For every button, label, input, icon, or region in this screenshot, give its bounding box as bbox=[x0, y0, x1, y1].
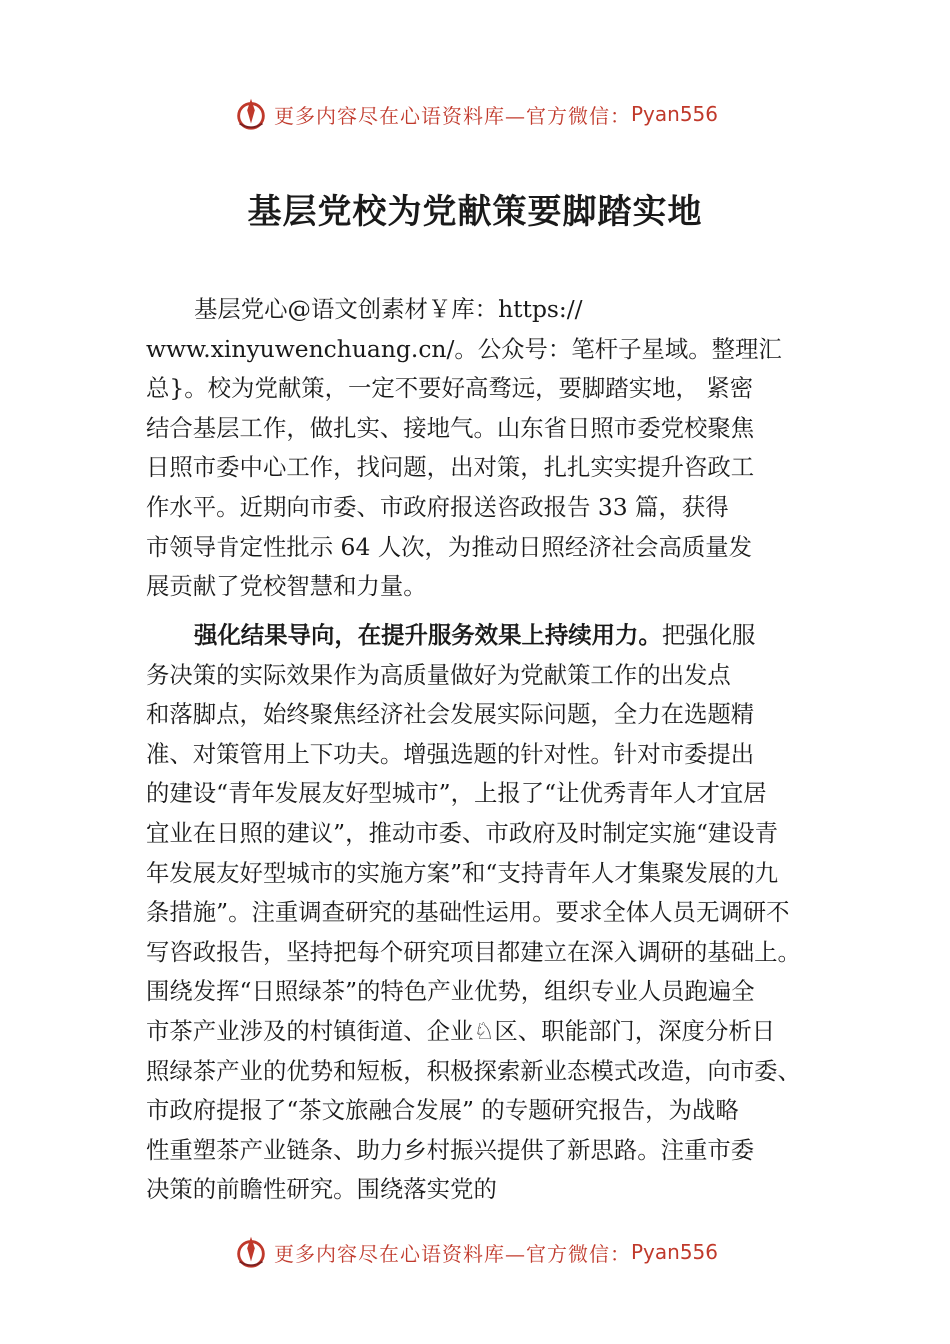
paragraph-line: 日照市委中心工作，找问题，出对策，扎扎实实提升咨政工 bbox=[146, 453, 755, 482]
paragraph-line: 的建设“青年发展友好型城市”，上报了“让优秀青年人才宜居 bbox=[146, 779, 767, 808]
paragraph-line: 总}。校为党献策，一定不要好高骛远，要脚踏实地， 紧密 bbox=[146, 374, 754, 403]
brush-logo-icon bbox=[232, 95, 270, 133]
footer-banner-text: 更多内容尽在心语资料库—官方微信： bbox=[273, 1241, 631, 1266]
footer-banner-wechat: Pyan556 bbox=[630, 1240, 718, 1264]
section-heading: 强化结果导向，在提升服务效果上持续用力。 bbox=[194, 621, 662, 649]
paragraph-line: 务决策的实际效果作为高质量做好为党献策工作的出发点 bbox=[146, 660, 731, 689]
paragraph-line: 结合基层工作，做扎实、接地气。山东省日照市委党校聚焦 bbox=[146, 413, 755, 442]
paragraph-line: 条措施”。注重调查研究的基础性运用。要求全体人员无调研不 bbox=[146, 898, 790, 927]
paragraph-line: 宜业在日照的建议”，推动市委、市政府及时制定实施“建设青 bbox=[146, 818, 779, 847]
paragraph-line: 准、对策管用上下功夫。增强选题的针对性。针对市委提出 bbox=[146, 739, 755, 768]
document-title: 基层党校为党献策要脚踏实地 bbox=[247, 192, 703, 232]
brush-logo-icon bbox=[232, 1233, 270, 1271]
header-banner-text: 更多内容尽在心语资料库—官方微信： bbox=[273, 103, 631, 128]
paragraph-first-line bbox=[146, 616, 826, 656]
paragraph-line: 和落脚点，始终聚焦经济社会发展实际问题，全力在选题精 bbox=[146, 700, 755, 729]
paragraph-1 bbox=[146, 290, 826, 607]
header-banner-wechat: Pyan556 bbox=[630, 102, 718, 126]
paragraph-line: 作水平。近期向市委、市政府报送咨政报告 33 篇，获得 bbox=[146, 492, 729, 521]
paragraph-line: 基层党心@语文创素材￥库：https:// bbox=[194, 295, 583, 323]
paragraph-line: 决策的前瞻性研究。围绕落实党的 bbox=[146, 1175, 497, 1204]
paragraph-line-rest: 把强化服 bbox=[661, 621, 756, 649]
paragraph-line: www.xinyuwenchuang.cn/。公众号：笔杆子星域。整理汇 bbox=[146, 334, 782, 363]
paragraph-line: 性重塑茶产业链条、助力乡村振兴提供了新思路。注重市委 bbox=[146, 1135, 755, 1164]
header-banner bbox=[0, 92, 950, 136]
paragraph-2 bbox=[146, 616, 826, 1210]
paragraph-line: 年发展友好型城市的实施方案”和“支持青年人才集聚发展的九 bbox=[146, 858, 779, 887]
paragraph-line: 展贡献了党校智慧和力量。 bbox=[146, 572, 427, 601]
paragraph-line: 照绿茶产业的优势和短板，积极探索新业态模式改造，向市委、 bbox=[146, 1056, 801, 1085]
paragraph-line: 市政府提报了“茶文旅融合发展” 的专题研究报告，为战略 bbox=[146, 1096, 739, 1125]
paragraph-line: 写咨政报告，坚持把每个研究项目都建立在深入调研的基础上。 bbox=[146, 937, 801, 966]
paragraph-line: 市茶产业涉及的村镇街道、企业♘区、职能部门，深度分析日 bbox=[146, 1016, 776, 1045]
paragraph-line: 市领导肯定性批示 64 人次，为推动日照经济社会高质量发 bbox=[146, 532, 753, 561]
paragraph-line: 围绕发挥“日照绿茶”的特色产业优势，组织专业人员跑遍全 bbox=[146, 977, 755, 1006]
footer-banner bbox=[0, 1230, 950, 1274]
